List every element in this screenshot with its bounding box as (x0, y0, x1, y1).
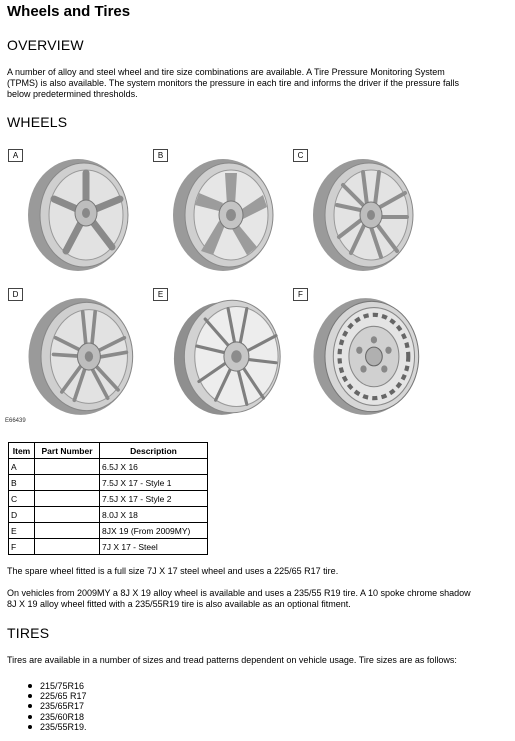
wheels-heading: WHEELS (7, 114, 68, 130)
wheel-f (293, 288, 433, 433)
wheel-c-image (301, 155, 421, 275)
vehicles-line-1: On vehicles from 2009MY a 8J X 19 alloy wheel is available and uses a 235/55 R19 tire. A 10 spoke chrome shadow (7, 588, 471, 598)
cell-description: 7J X 17 - Steel (100, 539, 208, 555)
table-row (9, 475, 208, 491)
spare-wheel-text: The spare wheel fitted is a full size 7J X 17 steel wheel and uses a 225/65 R17 tire. (7, 566, 339, 576)
tires-intro: Tires are available in a number of sizes and tread patterns dependent on vehicle usage. Tire sizes are as follows: (7, 655, 457, 665)
page-title: Wheels and Tires (7, 3, 131, 20)
wheel-c (293, 149, 433, 294)
cell-part-number (35, 459, 100, 475)
cell-part-number (35, 539, 100, 555)
vehicles-line-2: 8J X 19 alloy wheel fitted with a 235/55R19 tire is also available as an optional fitment. (7, 599, 351, 609)
cell-item: D (9, 507, 35, 523)
wheel-f-image (301, 294, 426, 419)
overview-line-3: below predetermined thresholds. (7, 89, 138, 99)
table-row (9, 491, 208, 507)
list-item: 235/65R17 (28, 701, 87, 711)
wheel-d (8, 288, 148, 433)
wheel-e-image (161, 294, 291, 419)
tires-heading: TIRES (7, 625, 50, 641)
overview-line-2: (TPMS) is also available. The system monitors the pressure in each tire and informs the driver if the pressure falls (7, 78, 460, 88)
list-item: 225/65 R17 (28, 691, 87, 701)
list-item: 215/75R16 (28, 681, 87, 691)
wheel-label-e: E (153, 288, 168, 301)
cell-item: A (9, 459, 35, 475)
wheel-label-b: B (153, 149, 168, 162)
cell-part-number (35, 523, 100, 539)
list-item: 235/60R18 (28, 712, 87, 722)
wheels-figure (8, 140, 508, 430)
overview-text (7, 67, 507, 100)
cell-item: B (9, 475, 35, 491)
table-row (9, 523, 208, 539)
cell-item: F (9, 539, 35, 555)
wheel-label-d: D (8, 288, 23, 301)
wheel-b (153, 149, 293, 294)
list-item: 235/55R19. (28, 722, 87, 732)
header-part-number: Part Number (35, 443, 100, 459)
tire-size-list (28, 681, 87, 732)
overview-line-1: A number of alloy and steel wheel and tire size combinations are available. A Tire Pressure Monitoring System (7, 67, 445, 77)
cell-item: C (9, 491, 35, 507)
header-description: Description (100, 443, 208, 459)
wheel-label-f: F (293, 288, 308, 301)
cell-part-number (35, 475, 100, 491)
cell-description: 7.5J X 17 - Style 2 (100, 491, 208, 507)
overview-heading: OVERVIEW (7, 37, 84, 53)
table-row (9, 459, 208, 475)
wheel-label-c: C (293, 149, 308, 162)
table-row (9, 539, 208, 555)
wheel-e (153, 288, 293, 433)
cell-description: 7.5J X 17 - Style 1 (100, 475, 208, 491)
cell-part-number (35, 507, 100, 523)
table-row (9, 507, 208, 523)
cell-description: 8.0J X 18 (100, 507, 208, 523)
cell-part-number (35, 491, 100, 507)
cell-description: 8JX 19 (From 2009MY) (100, 523, 208, 539)
header-item: Item (9, 443, 35, 459)
wheel-d-image (16, 294, 141, 419)
figure-id: E66439 (5, 418, 26, 424)
wheel-a-image (16, 155, 136, 275)
wheel-label-a: A (8, 149, 23, 162)
wheel-a (8, 149, 148, 294)
cell-item: E (9, 523, 35, 539)
wheel-b-image (161, 155, 281, 275)
vehicles-text (7, 588, 507, 610)
cell-description: 6.5J X 16 (100, 459, 208, 475)
table-header-row (9, 443, 208, 459)
wheel-spec-table (8, 442, 208, 555)
